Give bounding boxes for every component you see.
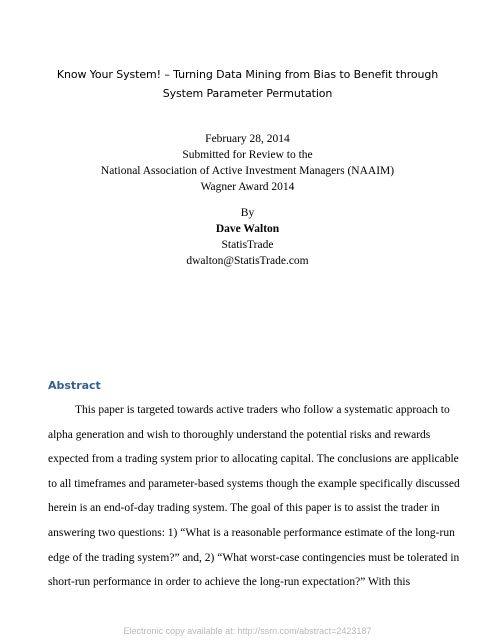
abstract-line: edge of the trading system?” and, 2) “What worst-case contingencies must be tolerated in [48, 551, 460, 564]
award-name: Wagner Award 2014 [200, 181, 295, 193]
abstract-line: herein is an end-of-day trading system. The goal of this paper is to assist the trader in [48, 502, 440, 515]
submission-info [20, 131, 475, 195]
abstract-line: alpha generation and wish to thoroughly understand the potential risks and rewards [48, 428, 431, 441]
abstract-heading: Abstract [48, 379, 101, 392]
by-label: By [240, 207, 255, 219]
abstract-body [48, 398, 458, 595]
author-email: dwalton@StatisTrade.com [186, 255, 309, 267]
title-line-2: System Parameter Permutation [162, 87, 333, 100]
submission-statement: Submitted for Review to the [182, 149, 313, 161]
paper-title [20, 65, 475, 103]
author-company: StatisTrade [221, 239, 274, 251]
abstract-line: short-run performance in order to achieve the long-run expectation?” With this [48, 576, 411, 589]
abstract-line: answering two questions: 1) “What is a reasonable performance estimate of the long-run [48, 526, 455, 539]
abstract-line: expected from a trading system prior to allocating capital. The conclusions are applicable [48, 453, 459, 466]
abstract-line: to all timeframes and parameter-based systems though the example specifically discussed [48, 477, 460, 490]
byline [20, 205, 475, 269]
abstract-line: This paper is targeted towards active traders who follow a systematic approach to [75, 404, 450, 416]
submission-organization: National Association of Active Investment Managers (NAAIM) [100, 165, 395, 177]
submission-date: February 28, 2014 [205, 133, 290, 145]
title-line-1: Know Your System! – Turning Data Mining from Bias to Benefit through [56, 68, 439, 81]
author-name: Dave Walton [215, 223, 280, 235]
footer-ssrn-link[interactable]: Electronic copy available at: http://ssrn.com/abstract=2423187 [123, 626, 372, 636]
